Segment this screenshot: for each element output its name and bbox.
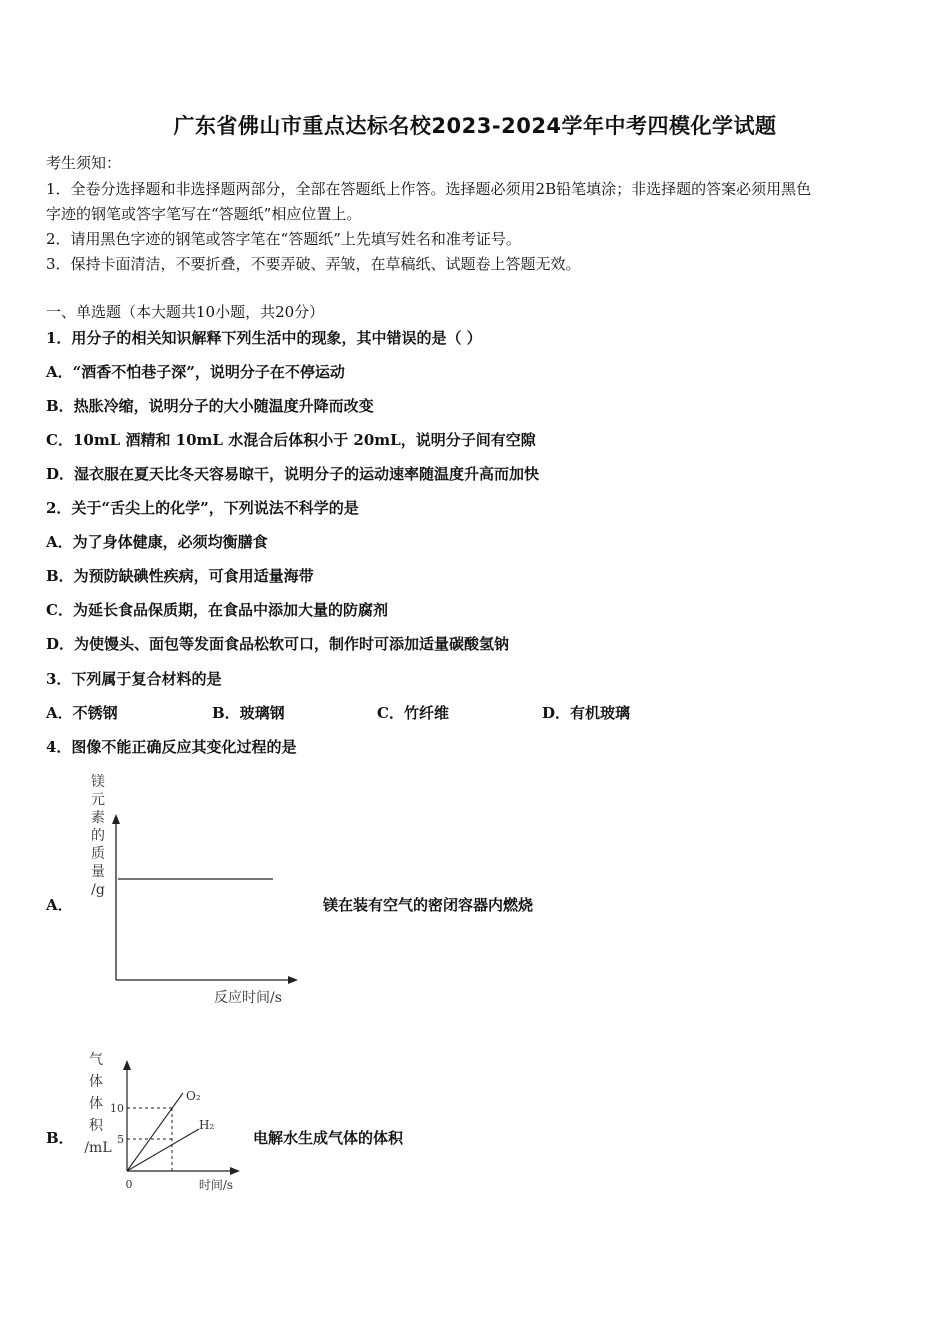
a-ylabel [91, 774, 105, 898]
q1-option-b: B．热胀冷缩，说明分子的大小随温度升降而改变 [46, 397, 374, 415]
q3-stem: 3．下列属于复合材料的是 [46, 670, 222, 688]
b-origin: 0 [125, 1178, 133, 1191]
notice-item-3: 3．保持卡面清洁，不要折叠，不要弄破、弄皱，在草稿纸、试题卷上答题无效。 [46, 255, 581, 273]
q3-option-c: C．竹纤维 [377, 704, 449, 722]
q3-option-b: B．玻璃钢 [212, 704, 285, 722]
b-series-h2 [127, 1129, 199, 1171]
notice-item-1-cont: 字迹的钢笔或答字笔写在“答题纸”相应位置上。 [46, 205, 362, 223]
q4-option-b-caption: 电解水生成气体的体积 [253, 1129, 404, 1147]
notice-item-2: 2．请用黑色字迹的钢笔或答字笔在“答题纸”上先填写姓名和准考证号。 [46, 230, 521, 248]
a-ylabel-char-2: 元 [91, 792, 105, 808]
a-y-axis-arrow [112, 814, 120, 824]
a-ylabel-char-1: 镁 [91, 774, 105, 790]
b-ylabel-char-3: 体 [89, 1096, 103, 1112]
q3-option-d: D．有机玻璃 [542, 704, 631, 722]
q1-stem: 1．用分子的相关知识解释下列生活中的现象，其中错误的是（ ） [46, 329, 482, 347]
q4-option-b-label: B． [46, 1129, 74, 1147]
b-tick-10: 10 [110, 1102, 124, 1115]
b-series-h2-label: H₂ [199, 1118, 215, 1132]
q2-option-a: A．为了身体健康，必须均衡膳食 [46, 533, 268, 551]
b-tick-5: 5 [117, 1133, 124, 1146]
q2-option-d: D．为使馒头、面包等发面食品松软可口，制作时可添加适量碳酸氢钠 [46, 635, 510, 653]
b-ylabel-char-1: 气 [89, 1052, 103, 1068]
q1-option-a: A．“酒香不怕巷子深”，说明分子在不停运动 [46, 363, 345, 381]
a-ylabel-char-3: 素 [91, 810, 105, 826]
a-x-axis-arrow [288, 976, 298, 984]
a-ylabel-char-6: 量 [91, 864, 105, 880]
q3-option-a: A．不锈钢 [46, 704, 118, 722]
b-xlabel: 时间/s [198, 1178, 234, 1192]
b-ylabel-char-5: /mL [84, 1140, 112, 1156]
b-ylabel-char-2: 体 [89, 1074, 103, 1090]
q4-option-a-graph [80, 770, 305, 1010]
page-title: 广东省佛山市重点达标名校2023-2024学年中考四模化学试题 [173, 114, 777, 138]
q4-option-b-graph [76, 1048, 246, 1198]
b-ylabel [84, 1052, 111, 1156]
b-ylabel-char-4: 积 [89, 1118, 103, 1134]
q2-option-b: B．为预防缺碘性疾病，可食用适量海带 [46, 567, 314, 585]
q4-stem: 4．图像不能正确反应其变化过程的是 [46, 738, 297, 756]
notice-heading: 考生须知： [46, 154, 122, 172]
a-ylabel-char-7: /g [91, 882, 105, 898]
a-ylabel-char-5: 质 [91, 846, 105, 862]
section-heading: 一、单选题（本大题共10小题，共20分） [46, 303, 325, 321]
notice-item-1: 1．全卷分选择题和非选择题两部分，全部在答题纸上作答。选择题必须用2B铅笔填涂；非选择题的答案必须用黑色 [46, 180, 812, 198]
b-y-axis-arrow [123, 1060, 131, 1070]
q1-option-c: C．10mL 酒精和 10mL 水混合后体积小于 20mL，说明分子间有空隙 [46, 431, 536, 449]
b-x-axis-arrow [230, 1167, 240, 1175]
b-series-o2-label: O₂ [186, 1089, 201, 1103]
q1-option-d: D．湿衣服在夏天比冬天容易晾干，说明分子的运动速率随温度升高而加快 [46, 465, 540, 483]
q2-option-c: C．为延长食品保质期，在食品中添加大量的防腐剂 [46, 601, 388, 619]
b-series-o2 [127, 1093, 183, 1171]
q4-option-a-label: A． [46, 896, 73, 914]
q4-option-a-caption: 镁在装有空气的密闭容器内燃烧 [323, 896, 534, 914]
a-xlabel: 反应时间/s [214, 990, 282, 1006]
q2-stem: 2．关于“舌尖上的化学”，下列说法不科学的是 [46, 499, 359, 517]
a-ylabel-char-4: 的 [91, 828, 105, 844]
